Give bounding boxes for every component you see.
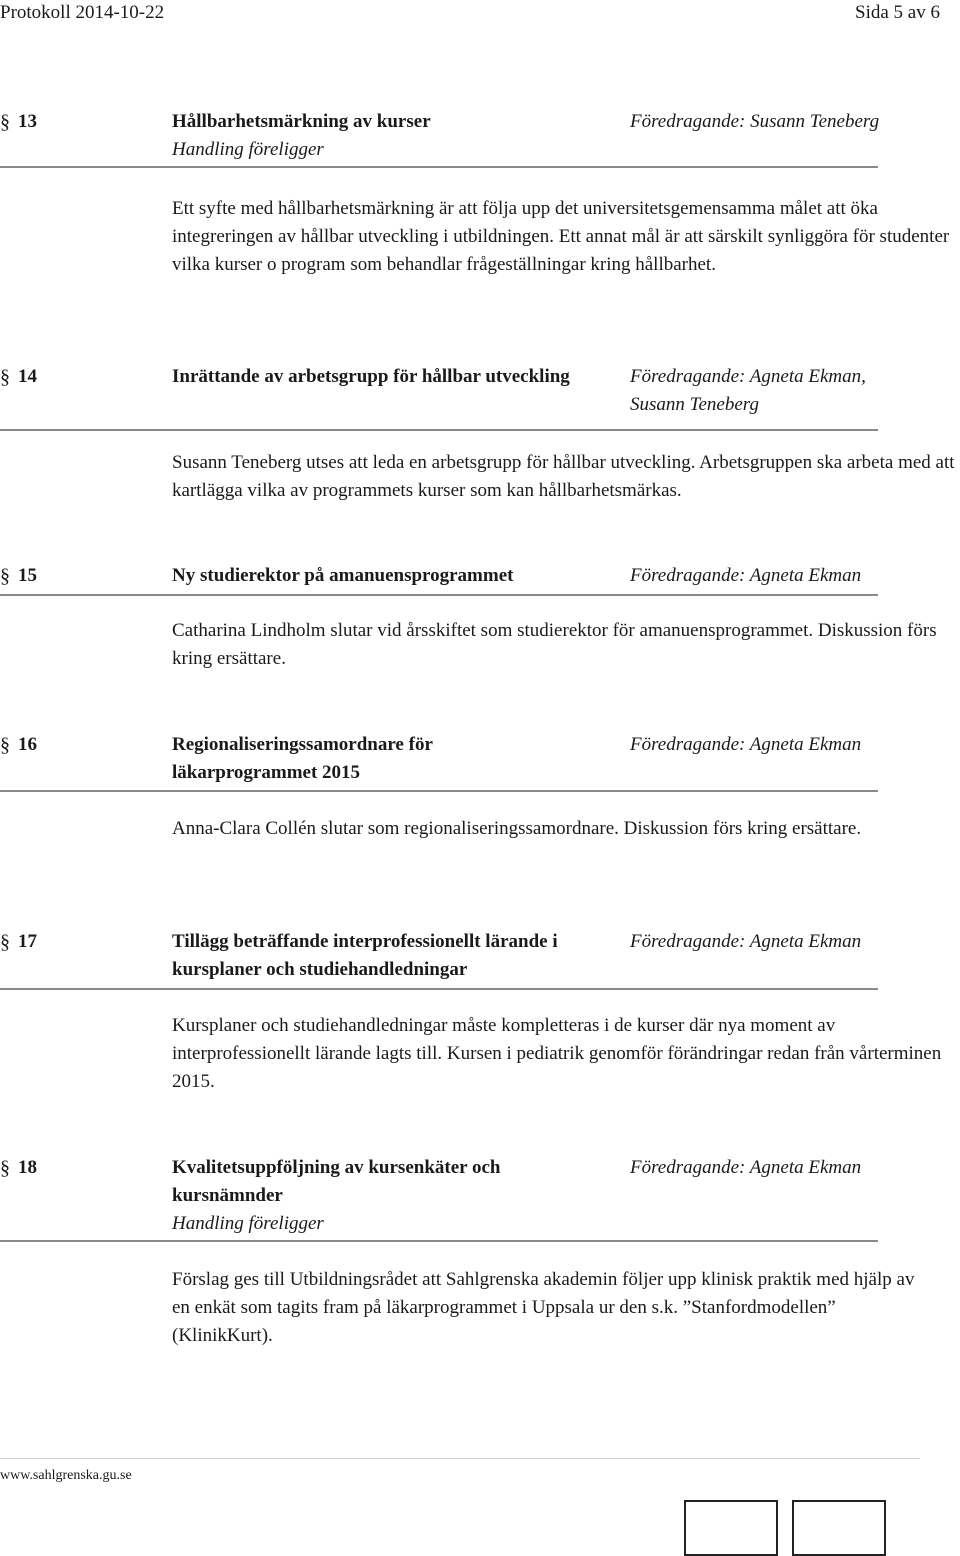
- item-title: [172, 1154, 572, 1238]
- item-number: 15: [18, 565, 37, 586]
- item-title-text: Hållbarhetsmärkning av kurser: [172, 111, 431, 132]
- item-body: Catharina Lindholm slutar vid årsskiftet som studierektor för amanuensprogrammet. Diskussion förs kring ersättare.: [172, 620, 937, 669]
- footer-website: www.sahlgrenska.gu.se: [0, 1468, 132, 1483]
- signature-box-1: [684, 1500, 778, 1556]
- section-sign: §: [0, 734, 10, 756]
- item-title: [172, 108, 620, 164]
- item-title: Ny studierektor på amanuensprogrammet: [172, 565, 514, 586]
- section-sign: §: [0, 366, 10, 388]
- item-number: 17: [18, 931, 37, 952]
- item-title: Regionaliseringssamordnare för läkarprogrammet 2015: [172, 734, 433, 783]
- footer-divider: [0, 1458, 920, 1459]
- item-presenter: Föredragande: Agneta Ekman, Susann Teneberg: [630, 366, 866, 415]
- item-handling-note: Handling föreligger: [172, 139, 324, 160]
- item-divider: [0, 166, 878, 168]
- item-number: 16: [18, 734, 37, 755]
- item-presenter: Föredragande: Agneta Ekman: [630, 931, 862, 952]
- header-protocol-date: Protokoll 2014-10-22: [0, 2, 165, 23]
- item-number: 13: [18, 111, 37, 132]
- item-body: Förslag ges till Utbildningsrådet att Sahlgrenska akademin följer upp klinisk praktik med hjälp av en enkät som tagits fram på läkarprogrammet i Uppsala ur den s.k. ”Stanfordmodellen” (KlinikKurt).: [172, 1269, 915, 1346]
- section-sign: §: [0, 111, 10, 133]
- section-sign: §: [0, 931, 10, 953]
- item-title: Tillägg beträffande interprofessionellt lärande i kursplaner och studiehandledningar: [172, 931, 558, 980]
- item-handling-note: Handling föreligger: [172, 1213, 324, 1234]
- item-body: Susann Teneberg utses att leda en arbetsgrupp för hållbar utveckling. Arbetsgruppen ska arbeta med att kartlägga vilka av programmets kurser som kan hållbarhetsmärkas.: [172, 452, 955, 501]
- section-sign: §: [0, 1157, 10, 1179]
- section-sign: §: [0, 565, 10, 587]
- item-body: Kursplaner och studiehandledningar måste kompletteras i de kurser där nya moment av interprofessionellt lärande lagts till. Kursen i pediatrik genomför förändringar redan från vårterminen 2015.: [172, 1015, 942, 1092]
- item-presenter: Föredragande: Susann Teneberg: [630, 111, 880, 132]
- item-number: 18: [18, 1157, 37, 1178]
- item-number: 14: [18, 366, 37, 387]
- item-divider: [0, 594, 878, 596]
- signature-box-2: [792, 1500, 886, 1556]
- item-presenter: Föredragande: Agneta Ekman: [630, 565, 862, 586]
- item-presenter: Föredragande: Agneta Ekman: [630, 1157, 862, 1178]
- item-body: Anna-Clara Collén slutar som regionaliseringssamordnare. Diskussion förs kring ersättare.: [172, 818, 862, 839]
- item-title-text: Kvalitetsuppföljning av kursenkäter och kursnämnder: [172, 1157, 501, 1206]
- item-title: Inrättande av arbetsgrupp för hållbar utveckling: [172, 366, 570, 387]
- item-divider: [0, 1240, 878, 1242]
- item-body: Ett syfte med hållbarhetsmärkning är att följa upp det universitetsgemensamma målet att öka integreringen av hållbar utveckling i utbildningen. Ett annat mål är att särskilt synliggöra för studenter vilka kurser o program som behandlar frågeställningar kring hållbarhet.: [172, 198, 950, 275]
- item-presenter: Föredragande: Agneta Ekman: [630, 734, 862, 755]
- item-divider: [0, 988, 878, 990]
- item-divider: [0, 429, 878, 431]
- item-divider: [0, 790, 878, 792]
- header-page-number: Sida 5 av 6: [855, 2, 940, 23]
